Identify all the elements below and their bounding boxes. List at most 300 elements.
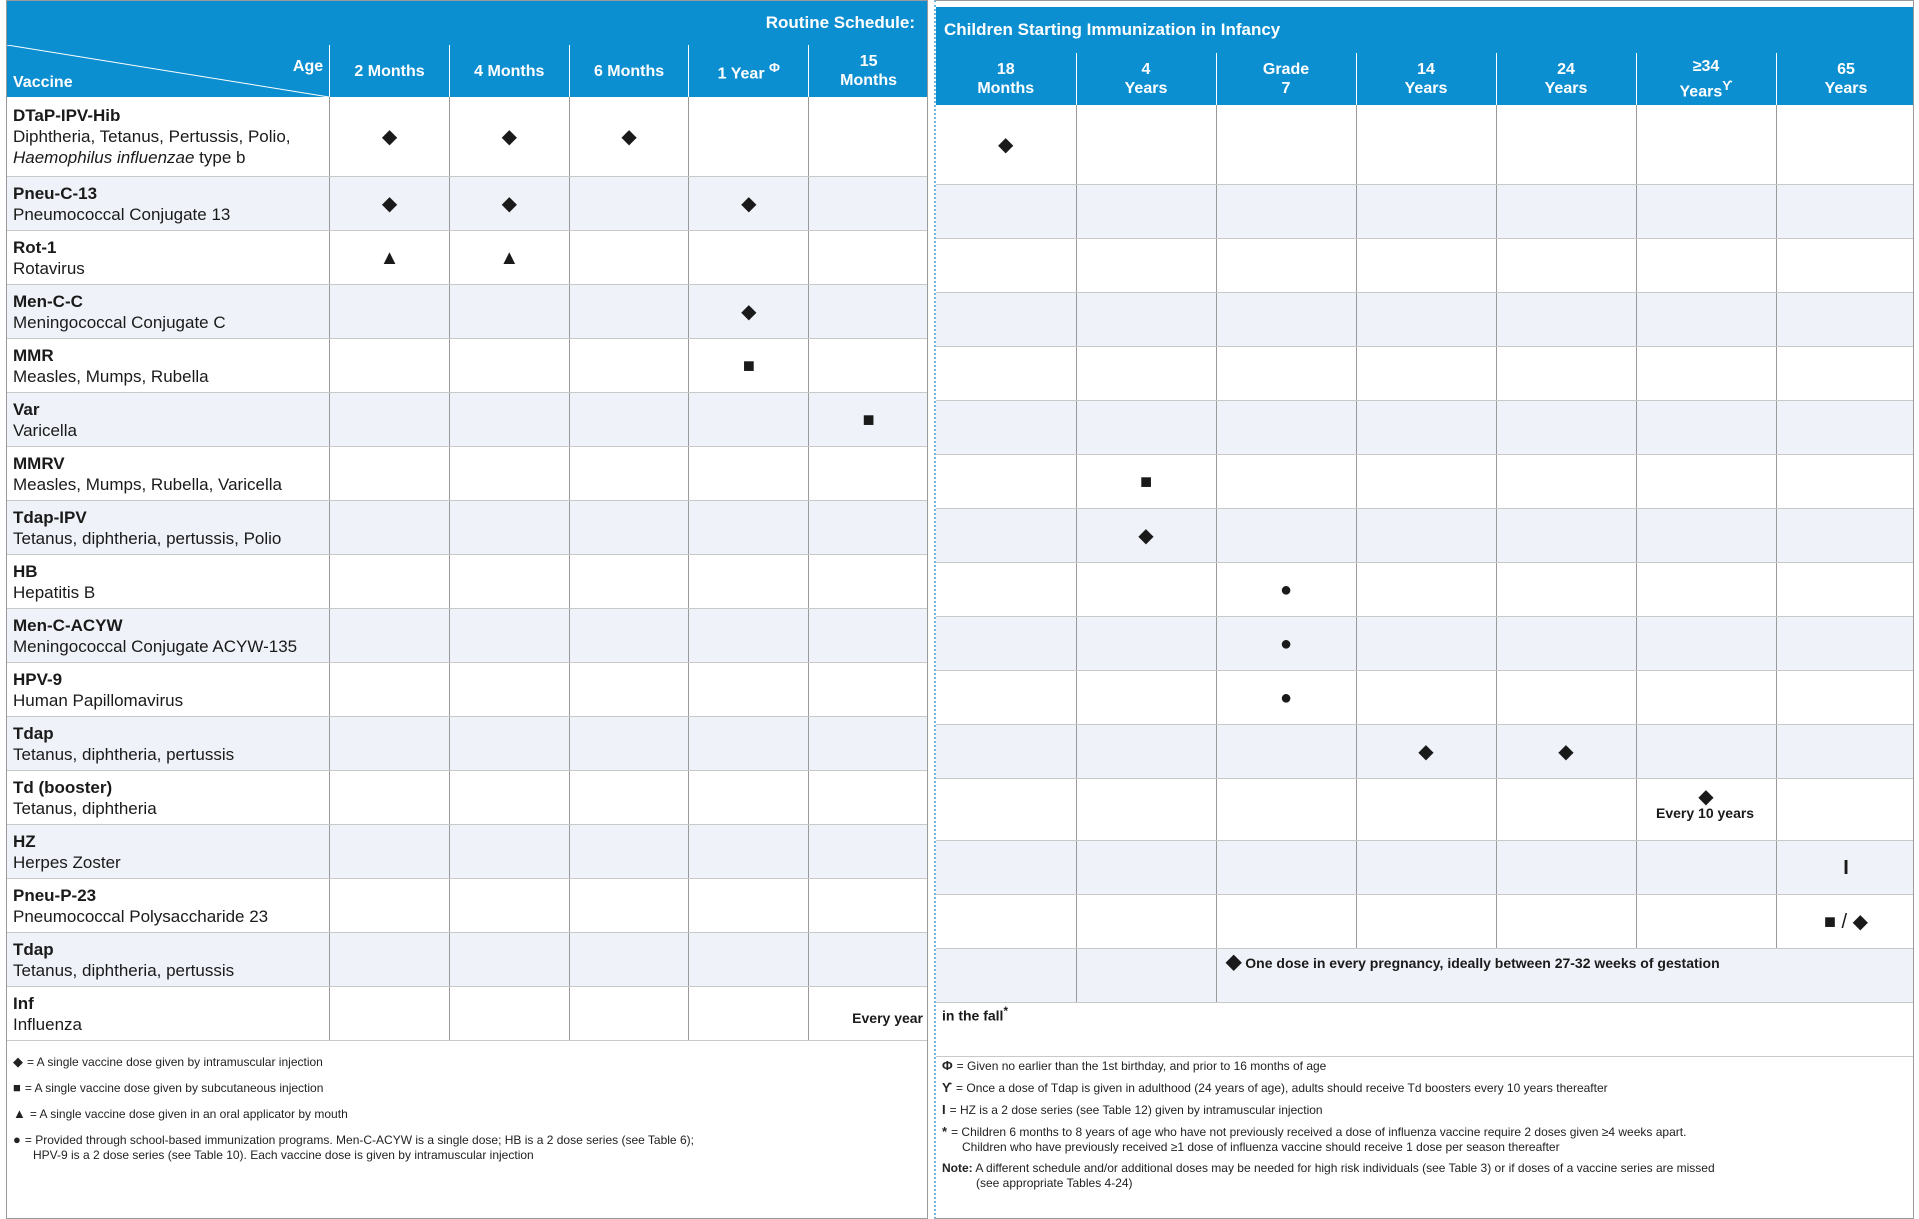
dose-cell [936, 779, 1076, 841]
legend-text: = A single vaccine dose given by intramuscular injection [27, 1055, 323, 1069]
dose-cell [1356, 455, 1496, 509]
dose-cell [936, 895, 1076, 949]
legend-item [942, 1080, 1715, 1096]
vaccine-name: Hepatitis B [13, 582, 96, 602]
dose-cell [1216, 105, 1356, 185]
legend-item [13, 1106, 694, 1122]
dose-cell [569, 339, 689, 393]
influenza-every-year-note: Every year [852, 1010, 923, 1026]
vaccine-row [7, 97, 928, 177]
dose-cell [1076, 401, 1216, 455]
dose-cell [1216, 563, 1356, 617]
dose-cell [1496, 671, 1636, 725]
dose-cell [569, 717, 689, 771]
dose-cell [936, 455, 1076, 509]
vaccine-name: Varicella [13, 420, 77, 440]
triangle-icon: ▲ [499, 246, 520, 269]
schedule-row [936, 563, 1914, 617]
dose-cell [936, 949, 1076, 1003]
corner-header [7, 45, 330, 97]
dose-cell [449, 879, 569, 933]
schedule-row [936, 509, 1914, 563]
vaccine-abbr: Tdap [13, 939, 54, 959]
vaccine-cell [7, 771, 330, 825]
dose-cell [1076, 895, 1216, 949]
upsilon-mark: ϒ [1722, 77, 1733, 93]
dose-cell [1356, 239, 1496, 293]
dose-cell [809, 879, 928, 933]
header-line: Years [1679, 83, 1723, 101]
dose-cell [449, 231, 569, 285]
dose-cell [1216, 779, 1356, 841]
age-column-header [1216, 53, 1356, 105]
influenza-fall-note [942, 1005, 1008, 1024]
vaccine-row [7, 555, 928, 609]
dose-cell [1496, 617, 1636, 671]
dose-cell [809, 97, 928, 177]
vaccine-row [7, 825, 928, 879]
dose-cell [330, 339, 450, 393]
dose-cell [1356, 725, 1496, 779]
dose-cell [1496, 185, 1636, 239]
dose-cell [1636, 617, 1776, 671]
dose-cell [689, 987, 809, 1041]
dose-cell [689, 447, 809, 501]
dose-cell [809, 447, 928, 501]
dose-cell [1776, 239, 1914, 293]
dose-cell [569, 609, 689, 663]
header-row [936, 53, 1914, 105]
header-line: Years [1124, 80, 1168, 97]
vaccine-abbr: Var [13, 399, 40, 419]
dose-cell [1076, 347, 1216, 401]
square-icon: ■ [862, 408, 875, 431]
header-line: 14 [1417, 61, 1435, 78]
dose-cell [330, 879, 450, 933]
infancy-schedule-banner [936, 7, 1913, 53]
dose-cell [809, 663, 928, 717]
legend-text: = Given no earlier than the 1st birthday, and prior to 16 months of age [956, 1059, 1327, 1073]
dose-cell [330, 231, 450, 285]
dose-cell [1776, 671, 1914, 725]
dose-cell [330, 663, 450, 717]
dose-cell [1216, 401, 1356, 455]
dose-cell [1216, 509, 1356, 563]
circle-icon: ● [1279, 686, 1293, 709]
age-column-header [1636, 53, 1776, 105]
dose-cell [1636, 239, 1776, 293]
vaccine-row [7, 771, 928, 825]
legend-symbol-icon: * [942, 1124, 948, 1139]
col-15-months [809, 45, 928, 97]
diamond-icon: ◆ [501, 125, 517, 148]
vaccine-abbr: MMRV [13, 453, 65, 473]
vaccine-label: Vaccine [13, 74, 73, 91]
dose-cell [569, 771, 689, 825]
vaccine-abbr: MMR [13, 345, 54, 365]
dose-cell [569, 393, 689, 447]
left-legend [13, 1054, 694, 1173]
dose-cell [1636, 895, 1776, 949]
diamond-icon: ◆ [621, 125, 637, 148]
note-text: (see appropriate Tables 4-24) [976, 1176, 1133, 1190]
vaccine-cell [7, 663, 330, 717]
dose-cell [449, 97, 569, 177]
dose-cell [689, 663, 809, 717]
dose-cell [569, 555, 689, 609]
vaccine-abbr: HPV-9 [13, 669, 63, 689]
col-15-months-part: Months [840, 72, 898, 89]
dose-cell [1636, 185, 1776, 239]
note-text: A different schedule and/or additional doses may be needed for high risk individuals (see Table 3) or if doses of a vaccine series are missed [972, 1161, 1715, 1175]
legend-item [942, 1058, 1715, 1074]
dose-cell [330, 987, 450, 1041]
dose-cell [330, 501, 450, 555]
dose-cell [936, 617, 1076, 671]
legend-symbol-icon: I [942, 1102, 946, 1117]
dose-cell [449, 933, 569, 987]
vaccine-abbr: HB [13, 561, 38, 581]
legend-item [13, 1054, 694, 1070]
dose-cell [449, 555, 569, 609]
circle-icon: ● [1279, 578, 1293, 601]
col-1-year [689, 45, 809, 97]
dose-cell [689, 717, 809, 771]
dose-cell [1356, 105, 1496, 185]
dose-cell [1356, 401, 1496, 455]
dose-cell [1776, 617, 1914, 671]
square-icon: ■ [1139, 470, 1153, 493]
dose-cell [1216, 239, 1356, 293]
dose-cell [1776, 725, 1914, 779]
vaccine-name: Influenza [13, 1014, 82, 1034]
vaccine-cell [7, 285, 330, 339]
vaccine-name: Tetanus, diphtheria, pertussis [13, 744, 235, 764]
dose-cell [1076, 293, 1216, 347]
dose-cell [449, 447, 569, 501]
vaccine-abbr: HZ [13, 831, 36, 851]
dose-cell [1216, 841, 1356, 895]
dose-cell [449, 825, 569, 879]
dose-cell [1776, 563, 1914, 617]
schedule-row [936, 293, 1914, 347]
legend-text: HPV-9 is a 2 dose series (see Table 10). Each vaccine dose is given by intramuscular injection [33, 1148, 534, 1162]
vaccine-cell [7, 933, 330, 987]
dose-cell [1076, 725, 1216, 779]
vaccine-abbr: Td (booster) [13, 777, 113, 797]
legend-item [13, 1132, 694, 1163]
dose-cell [936, 725, 1076, 779]
schedule-row [936, 617, 1914, 671]
dose-cell [1356, 895, 1496, 949]
dose-cell [1776, 293, 1914, 347]
dose-cell [1636, 347, 1776, 401]
col-6-months: 6 Months [569, 45, 689, 97]
dose-cell [569, 285, 689, 339]
legend-text: = Children 6 months to 8 years of age who have not previously received a dose of influenza vaccine require 2 doses given ≥4 weeks apart. [951, 1125, 1687, 1139]
vaccine-abbr: DTaP-IPV-Hib [13, 106, 121, 125]
vaccine-cell [7, 447, 330, 501]
legend-symbol-icon: ϒ [942, 1080, 953, 1095]
dose-cell [1496, 239, 1636, 293]
vaccine-row [7, 987, 928, 1041]
header-line: 24 [1557, 61, 1575, 78]
schedule-row [936, 185, 1914, 239]
vaccine-cell [7, 717, 330, 771]
dose-cell [809, 555, 928, 609]
header-line: 7 [1281, 80, 1291, 97]
diamond-icon: ◆ [1418, 740, 1434, 763]
age-label: Age [292, 58, 324, 75]
dose-cell [1076, 563, 1216, 617]
dose-cell [809, 717, 928, 771]
dose-cell [1496, 725, 1636, 779]
dose-cell [330, 177, 450, 231]
square-diamond-icon: ■ / ◆ [1823, 910, 1869, 933]
dose-cell [330, 771, 450, 825]
vaccine-cell [7, 501, 330, 555]
legend-symbol-icon: ◆ [13, 1054, 23, 1069]
dose-cell [569, 447, 689, 501]
diamond-icon: ◆ [1138, 524, 1154, 547]
schedule-row [936, 105, 1914, 185]
dose-cell [809, 177, 928, 231]
dose-cell [1496, 293, 1636, 347]
dose-cell [1076, 185, 1216, 239]
dose-cell [1776, 779, 1914, 841]
diamond-icon: ◆ [741, 300, 757, 323]
age-column-header [1076, 53, 1216, 105]
dose-cell [449, 501, 569, 555]
right-legend [942, 1058, 1715, 1197]
diamond-icon: ◆ [381, 192, 398, 215]
header-line: 4 [1141, 61, 1151, 78]
dose-cell [449, 663, 569, 717]
dose-cell [936, 347, 1076, 401]
dose-cell [936, 509, 1076, 563]
legend-text: Children who have previously received ≥1 dose of influenza vaccine should receive 1 dose per season thereafter [962, 1140, 1560, 1154]
col-15-months-part: 15 [859, 53, 878, 70]
vaccine-abbr: Men-C-ACYW [13, 615, 123, 635]
header-line: Grade [1262, 61, 1310, 78]
header-line: Months [977, 80, 1035, 97]
dose-cell [449, 339, 569, 393]
vaccine-row [7, 717, 928, 771]
schedule-row [936, 671, 1914, 725]
td-every-10-years-note: Every 10 years [1656, 805, 1755, 821]
dose-cell [1496, 841, 1636, 895]
dose-cell [936, 401, 1076, 455]
header-line: Years [1544, 80, 1588, 97]
dose-cell [689, 933, 809, 987]
vaccine-row [7, 501, 928, 555]
dose-cell [936, 105, 1076, 185]
dose-cell [1776, 895, 1914, 949]
header-line: ≥34 [1692, 57, 1720, 75]
vaccine-row [7, 447, 928, 501]
dose-cell [1496, 563, 1636, 617]
dose-cell [689, 339, 809, 393]
dose-cell [689, 771, 809, 825]
header-row [7, 45, 928, 97]
dose-cell [1076, 671, 1216, 725]
dose-cell [1076, 455, 1216, 509]
dose-cell [809, 501, 928, 555]
dose-cell [1496, 895, 1636, 949]
dose-cell [1636, 725, 1776, 779]
header-line: 65 [1837, 61, 1855, 78]
header-line: Years [1824, 80, 1868, 97]
dose-cell [330, 447, 450, 501]
schedule-row [936, 347, 1914, 401]
vaccine-abbr: Pneu-C-13 [13, 183, 98, 203]
vaccine-name: Measles, Mumps, Rubella [13, 366, 209, 386]
header-line: 18 [996, 61, 1015, 78]
vaccine-row [7, 609, 928, 663]
vaccine-name: Meningococcal Conjugate ACYW-135 [13, 636, 298, 656]
vaccine-name: Tetanus, diphtheria, pertussis, Polio [13, 528, 282, 548]
col-2-months: 2 Months [330, 45, 450, 97]
dose-cell [1496, 401, 1636, 455]
header-line: Years [1404, 80, 1448, 97]
dose-cell [1356, 779, 1496, 841]
schedule-row [936, 895, 1914, 949]
dose-cell [1636, 671, 1776, 725]
banner-title: Routine Schedule: [765, 13, 915, 32]
dose-cell [449, 609, 569, 663]
dose-cell [1776, 185, 1914, 239]
asterisk-mark: * [1003, 1005, 1008, 1018]
legend-text: = HZ is a 2 dose series (see Table 12) given by intramuscular injection [949, 1103, 1323, 1117]
vaccine-name: Tetanus, diphtheria, pertussis [13, 960, 235, 980]
schedule-row [936, 455, 1914, 509]
phi-mark: Φ [769, 60, 780, 76]
dose-cell [1216, 895, 1356, 949]
dose-cell [1496, 779, 1636, 841]
triangle-icon: ▲ [379, 246, 400, 269]
influenza-cell [936, 1003, 1914, 1057]
dose-cell [1496, 347, 1636, 401]
vaccine-cell [7, 231, 330, 285]
vaccine-row [7, 285, 928, 339]
dose-cell [1776, 105, 1914, 185]
dose-cell [809, 771, 928, 825]
diamond-icon: ◆ [741, 192, 757, 215]
dose-cell [936, 293, 1076, 347]
dose-cell [569, 97, 689, 177]
dose-cell [1076, 779, 1216, 841]
dose-cell [1496, 455, 1636, 509]
vaccine-name: Diphtheria, Tetanus, Pertussis, Polio, Haemophilus influenzae type b [13, 127, 291, 167]
dose-cell [1356, 563, 1496, 617]
dose-cell [1076, 949, 1216, 1003]
vaccine-row [7, 177, 928, 231]
dose-cell [330, 555, 450, 609]
dose-cell [1356, 841, 1496, 895]
routine-schedule-page [6, 0, 928, 1219]
dose-cell [1356, 185, 1496, 239]
dose-cell [809, 285, 928, 339]
dose-cell [569, 987, 689, 1041]
infancy-schedule-table [936, 53, 1914, 1057]
vaccine-name: Tetanus, diphtheria [13, 798, 157, 818]
dose-cell [1216, 671, 1356, 725]
dose-cell [936, 563, 1076, 617]
vaccine-name: Pneumococcal Polysaccharide 23 [13, 906, 269, 926]
vaccine-abbr: Rot-1 [13, 237, 57, 257]
dose-cell [689, 177, 809, 231]
dose-cell [1776, 841, 1914, 895]
dose-cell [1076, 105, 1216, 185]
vaccine-row [7, 393, 928, 447]
dose-cell [449, 987, 569, 1041]
vaccine-cell [7, 825, 330, 879]
dose-cell [1636, 509, 1776, 563]
circle-icon: ● [1279, 632, 1293, 655]
dose-cell [689, 879, 809, 933]
vaccine-name: Rotavirus [13, 258, 85, 278]
dose-cell [689, 231, 809, 285]
diamond-icon: ◆ [998, 133, 1014, 156]
banner-title: Children Starting Immunization in Infancy [944, 20, 1281, 39]
dose-cell [809, 231, 928, 285]
dose-cell [689, 501, 809, 555]
dose-cell [1636, 455, 1776, 509]
dose-cell [1636, 293, 1776, 347]
dose-cell [569, 663, 689, 717]
age-column-header [1496, 53, 1636, 105]
schedule-row [936, 239, 1914, 293]
dose-cell [449, 177, 569, 231]
dose-cell [569, 825, 689, 879]
vaccine-abbr: Inf [13, 993, 34, 1013]
vaccine-abbr: Tdap-IPV [13, 507, 87, 527]
dose-cell [1356, 509, 1496, 563]
dose-cell [449, 285, 569, 339]
diamond-icon: ◆ [501, 192, 517, 215]
schedule-row [936, 401, 1914, 455]
legend-symbol-icon: ● [13, 1132, 21, 1147]
vaccine-name: Human Papillomavirus [13, 690, 184, 710]
dose-cell [809, 339, 928, 393]
dose-cell [936, 671, 1076, 725]
dose-cell [1636, 105, 1776, 185]
legend-text: = Once a dose of Tdap is given in adulthood (24 years of age), adults should receive Td boosters every 10 years thereafter [956, 1081, 1608, 1095]
dose-cell [1356, 671, 1496, 725]
dose-cell [330, 285, 450, 339]
dose-cell [1216, 185, 1356, 239]
vaccine-cell [7, 177, 330, 231]
dose-cell [569, 177, 689, 231]
diamond-icon: ◆ [1698, 786, 1714, 808]
dose-cell [1216, 725, 1356, 779]
legend-symbol-icon: ■ [13, 1080, 21, 1095]
legend-symbol-icon: ▲ [13, 1106, 26, 1121]
dose-cell [689, 285, 809, 339]
vaccine-cell [7, 609, 330, 663]
note-label: Note: [942, 1161, 973, 1175]
dose-cell [1496, 509, 1636, 563]
dose-cell [809, 609, 928, 663]
vaccine-row [7, 933, 928, 987]
note-item [942, 1161, 1715, 1191]
dose-cell [330, 393, 450, 447]
dose-cell [330, 933, 450, 987]
dose-cell [449, 717, 569, 771]
dose-cell [1076, 239, 1216, 293]
dose-cell [1776, 455, 1914, 509]
dose-cell [569, 933, 689, 987]
